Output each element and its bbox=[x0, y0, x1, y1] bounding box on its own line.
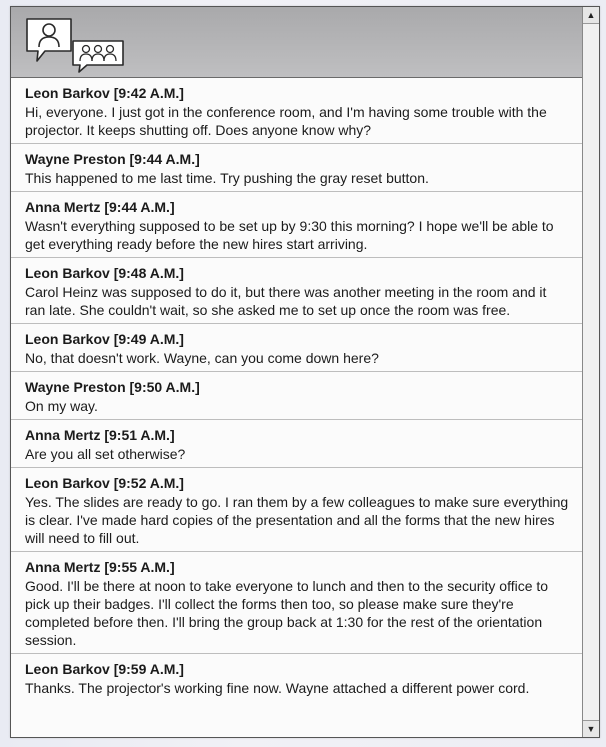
message-text: Are you all set otherwise? bbox=[25, 446, 186, 462]
message-author: Anna Mertz [9:51 A.M.] bbox=[25, 427, 175, 443]
chat-message bbox=[11, 467, 582, 551]
message-author: Leon Barkov [9:48 A.M.] bbox=[25, 265, 184, 281]
chat-message bbox=[11, 257, 582, 323]
chat-message bbox=[11, 419, 582, 467]
chat-message bbox=[11, 551, 582, 653]
message-author: Wayne Preston [9:50 A.M.] bbox=[25, 379, 200, 395]
message-text: No, that doesn't work. Wayne, can you come down here? bbox=[25, 350, 379, 366]
message-author: Leon Barkov [9:49 A.M.] bbox=[25, 331, 184, 347]
message-text: On my way. bbox=[25, 398, 98, 414]
message-list[interactable] bbox=[11, 78, 582, 736]
message-text: Wasn't everything supposed to be set up by 9:30 this morning? I hope we'll be able to get everything ready before the new hires start arriving. bbox=[25, 218, 554, 252]
message-text: Good. I'll be there at noon to take everyone to lunch and then to the security office to pick up their badges. I'll collect the forms then too, so please make sure they're completed before then. I'll bring the group back at 1:30 for the rest of the orientation session. bbox=[25, 578, 549, 648]
single-user-icon bbox=[27, 19, 71, 61]
message-author: Leon Barkov [9:52 A.M.] bbox=[25, 475, 184, 491]
chat-bubbles-graphic bbox=[23, 15, 133, 73]
message-author: Anna Mertz [9:55 A.M.] bbox=[25, 559, 175, 575]
chat-message bbox=[11, 653, 582, 701]
chat-message bbox=[11, 191, 582, 257]
vertical-scrollbar[interactable] bbox=[582, 7, 599, 737]
chat-message bbox=[11, 143, 582, 191]
message-text: Hi, everyone. I just got in the conference room, and I'm having some trouble with the projector. It keeps shutting off. Does anyone know why? bbox=[25, 104, 547, 138]
message-author: Anna Mertz [9:44 A.M.] bbox=[25, 199, 175, 215]
group-chat-icon bbox=[73, 41, 123, 72]
message-text: This happened to me last time. Try pushing the gray reset button. bbox=[25, 170, 429, 186]
chat-message bbox=[11, 323, 582, 371]
scroll-up-arrow-icon[interactable]: ▲ bbox=[583, 7, 599, 24]
message-author: Leon Barkov [9:42 A.M.] bbox=[25, 85, 184, 101]
message-text: Yes. The slides are ready to go. I ran them by a few colleagues to make sure everything is clear. I've made hard copies of the presentation and all the forms that the new hires will need to fill out. bbox=[25, 494, 569, 546]
chat-icons bbox=[23, 15, 133, 73]
message-author: Leon Barkov [9:59 A.M.] bbox=[25, 661, 184, 677]
chat-window bbox=[10, 6, 600, 738]
message-text: Carol Heinz was supposed to do it, but there was another meeting in the room and it ran late. She couldn't wait, so she asked me to set up once the room was free. bbox=[25, 284, 547, 318]
chat-message bbox=[11, 371, 582, 419]
chat-header bbox=[11, 7, 582, 78]
message-author: Wayne Preston [9:44 A.M.] bbox=[25, 151, 200, 167]
message-text: Thanks. The projector's working fine now. Wayne attached a different power cord. bbox=[25, 680, 530, 696]
scroll-down-arrow-icon[interactable]: ▼ bbox=[583, 720, 599, 737]
chat-message bbox=[11, 78, 582, 143]
